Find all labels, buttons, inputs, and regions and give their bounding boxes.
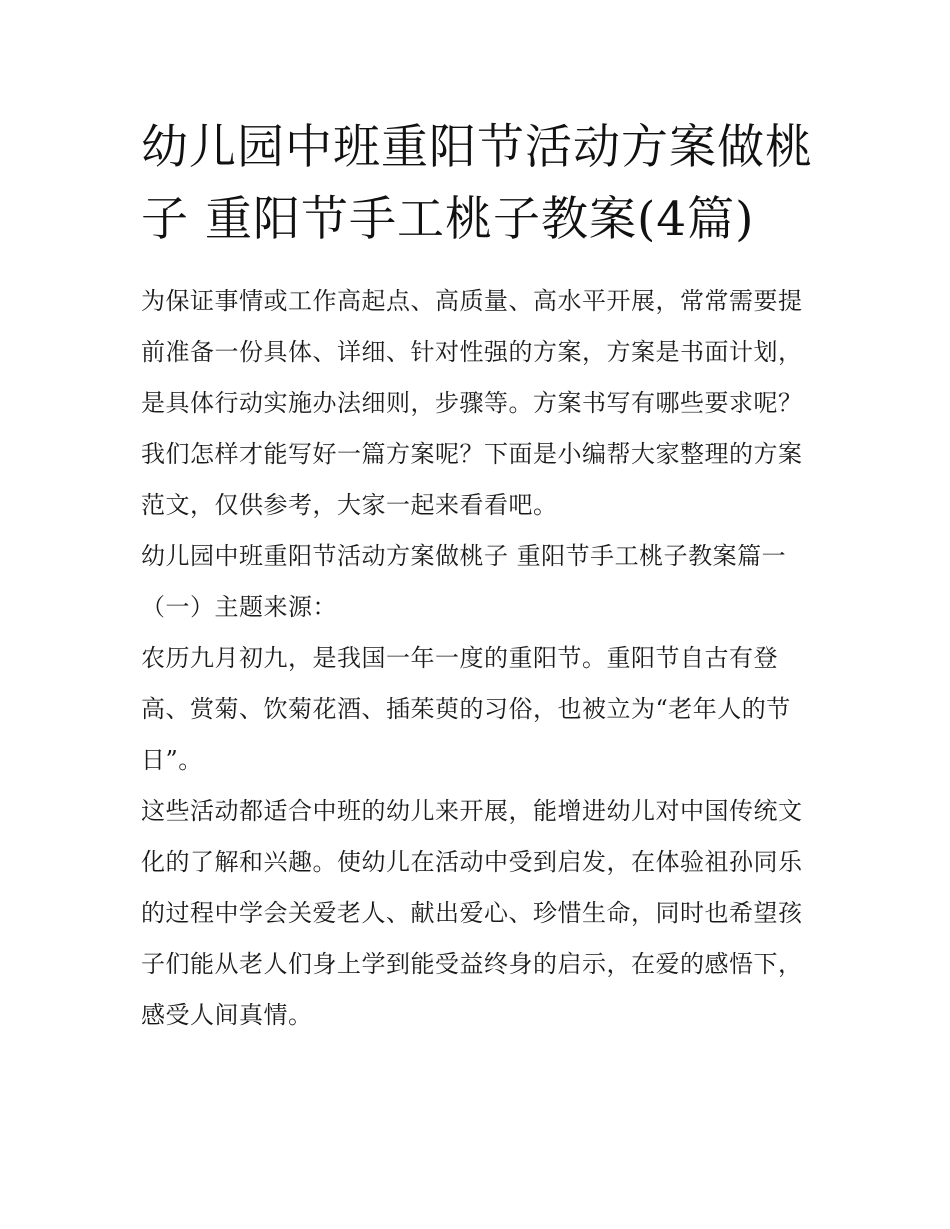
section-heading: 幼儿园中班重阳节活动方案做桃子 重阳节手工桃子教案篇一 <box>141 542 787 570</box>
subheading-topic-source: （一）主题来源： <box>141 593 337 621</box>
paragraph-activities: 这些活动都适合中班的幼儿来开展，能增进幼儿对中国传统文化的了解和兴趣。使幼儿在活动中受到启发，在体验祖孙同乐的过程中学会关爱老人、献出爱心、珍惜生命，同时也希望孩子们能从老人们身上学到能受益终身的启示，在爱的感悟下，感受人间真情。 <box>141 797 803 1029</box>
document-body <box>141 276 813 1041</box>
intro-paragraph: 为保证事情或工作高起点、高质量、高水平开展，常常需要提前准备一份具体、详细、针对性强的方案，方案是书面计划，是具体行动实施办法细则，步骤等。方案书写有哪些要求呢？我们怎样才能写好一篇方案呢？下面是小编帮大家整理的方案范文，仅供参考，大家一起来看看吧。 <box>141 287 803 519</box>
document-page <box>141 112 813 1041</box>
paragraph-festival: 农历九月初九，是我国一年一度的重阳节。重阳节自古有登高、赏菊、饮菊花酒、插茱萸的习俗，也被立为“老年人的节日”。 <box>141 644 791 774</box>
document-title: 幼儿园中班重阳节活动方案做桃子 重阳节手工桃子教案(4篇) <box>141 120 813 247</box>
